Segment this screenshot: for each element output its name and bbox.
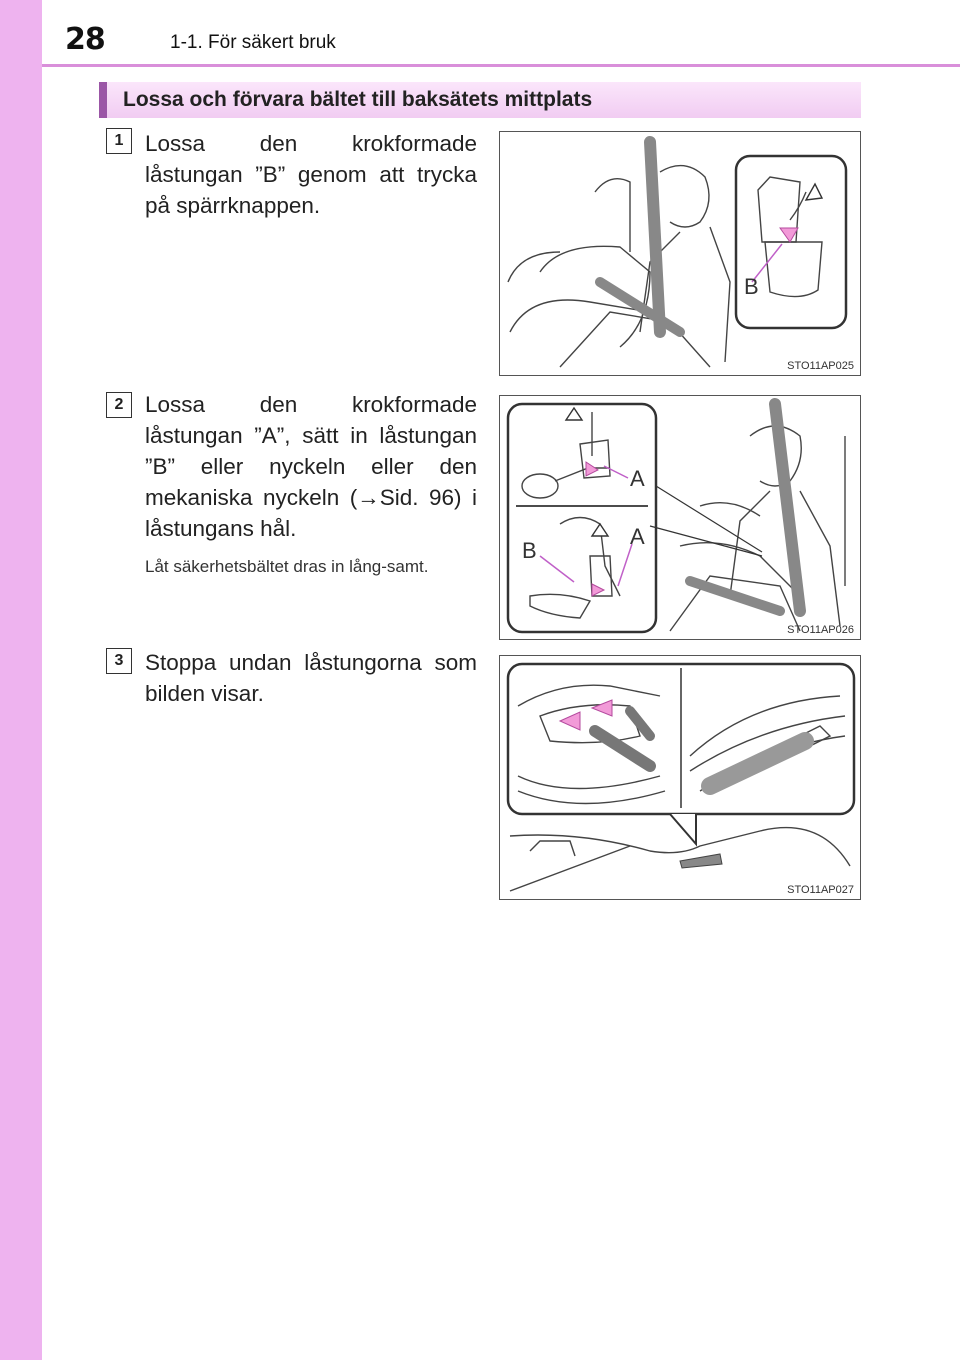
page-number: 28 [65,22,105,57]
section-title: Lossa och förvara bältet till baksätets mittplats [123,88,593,111]
figure-insert-tongue-b [499,395,861,640]
step-text-3: Stoppa undan låstungorna som bilden visar. [145,650,477,706]
section-header [99,82,861,118]
step-note-2: Låt säkerhetsbältet dras in lång-samt. [145,557,429,576]
step-number-3: 3 [106,648,132,674]
figure-release-tongue-b [499,131,861,376]
figure-1-label-b: B [744,274,759,299]
figure-code-1: STO11AP025 [787,360,854,372]
step-number-1: 1 [106,128,132,154]
step-number-2: 2 [106,392,132,418]
step-text-2: Lossa den krokformade låstungan ”A”, sätt in låstungan ”B” eller nyckeln eller den mekaniska nyckeln (→Sid. 96) i låstungans hål. [145,392,477,541]
chapter-title: 1-1. För säkert bruk [170,32,336,53]
figure-stow-tongues [499,655,861,900]
figure-code-3: STO11AP027 [787,884,854,896]
figure-2-label-b: B [522,538,537,563]
side-color-strip [0,0,42,1360]
figure-2-label-a-bottom: A [630,524,645,549]
figure-code-2: STO11AP026 [787,624,854,636]
header-rule [42,64,960,67]
figure-2-label-a-top: A [630,466,645,491]
step-text-1: Lossa den krokformade låstungan ”B” genom att trycka på spärrknappen. [145,131,477,218]
